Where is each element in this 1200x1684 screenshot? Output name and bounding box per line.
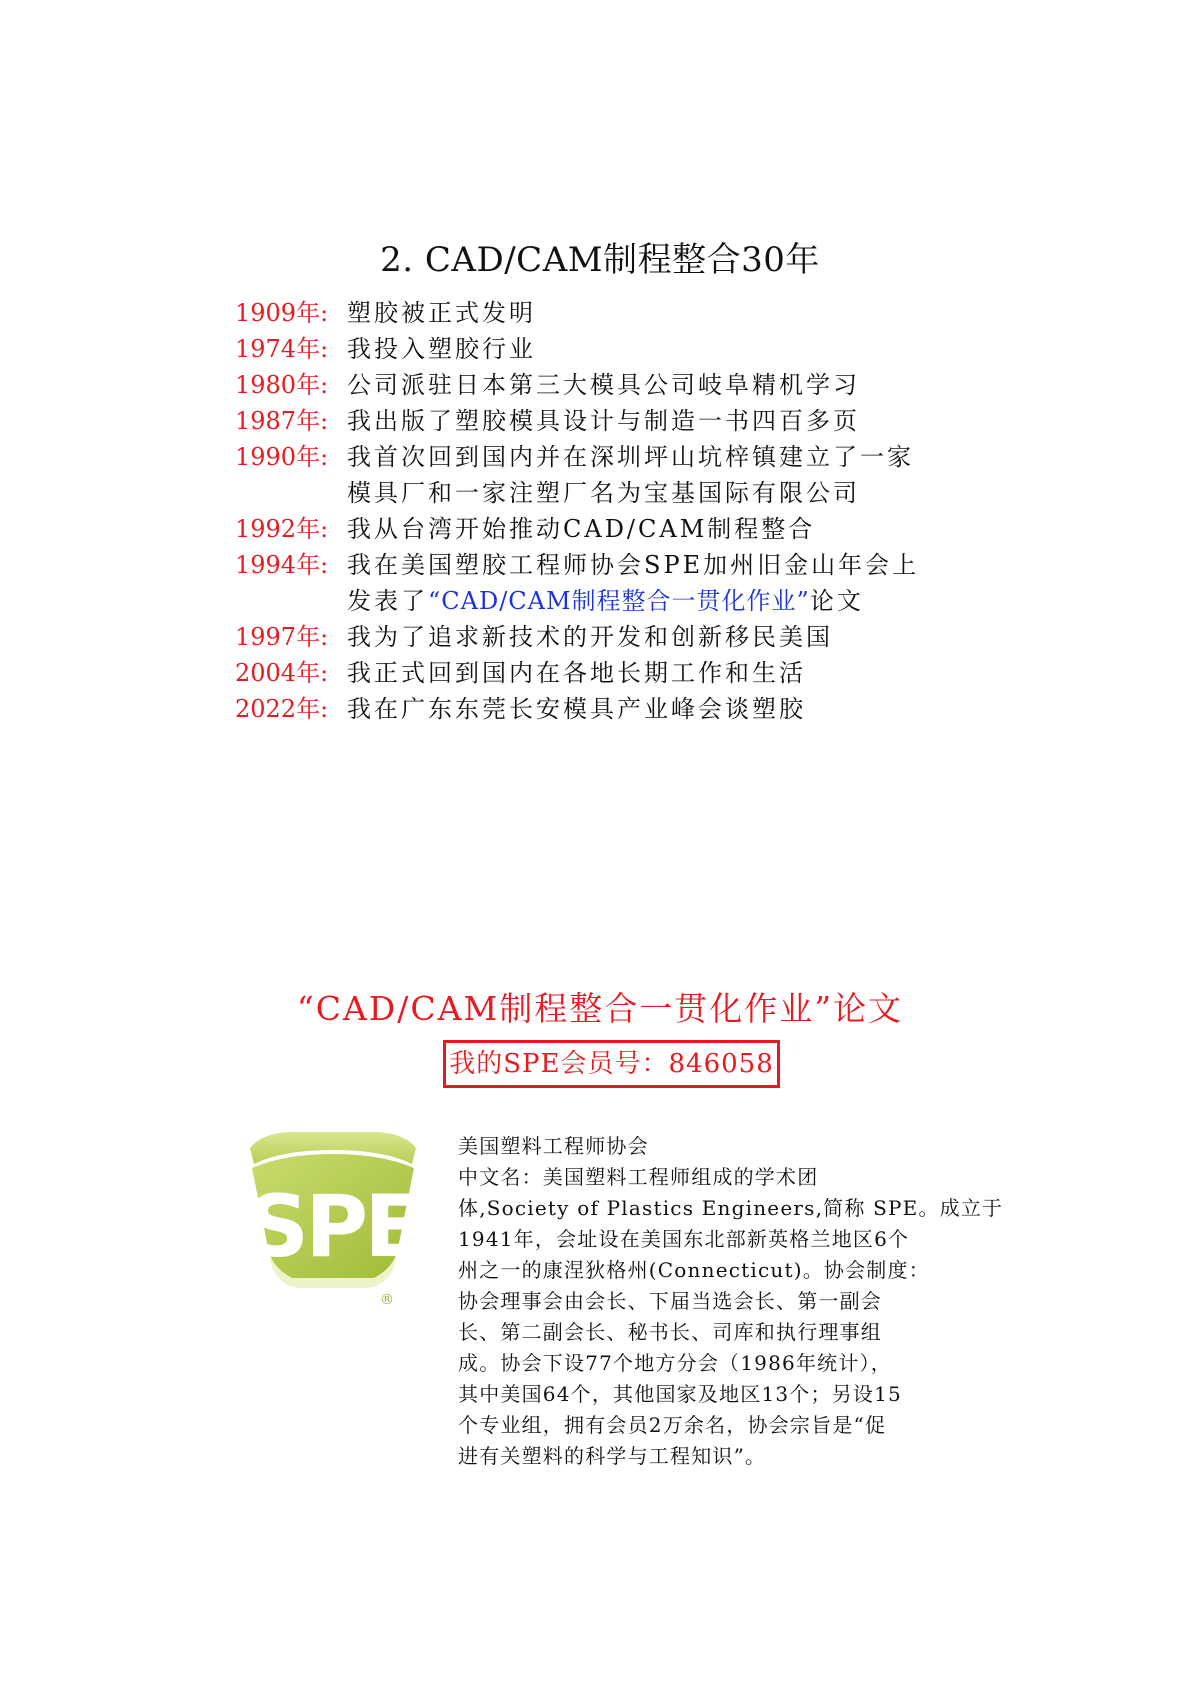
timeline [235, 295, 995, 727]
spe-logo-svg [244, 1128, 422, 1310]
timeline-item [235, 547, 995, 619]
timeline-text [347, 367, 995, 403]
timeline-item [235, 691, 995, 727]
spe-description [458, 1131, 1004, 1472]
description-line: 州之一的康涅狄格州(Connecticut)。协会制度： [458, 1258, 930, 1282]
timeline-year: 1994年: [235, 551, 329, 579]
timeline-line [347, 583, 995, 619]
timeline-text [347, 331, 995, 367]
timeline-line: 模具厂和一家注塑厂名为宝基国际有限公司 [347, 479, 860, 507]
timeline-year: 1974年: [235, 335, 329, 363]
timeline-text [347, 403, 995, 439]
timeline-line: 塑胶被正式发明 [347, 299, 536, 327]
timeline-text [347, 655, 995, 691]
timeline-line: 我投入塑胶行业 [347, 335, 536, 363]
description-line: 中文名：美国塑料工程师组成的学术团 [458, 1165, 819, 1189]
description-line: 1941年，会址设在美国东北部新英格兰地区6个 [458, 1227, 910, 1251]
description-line: 协会理事会由会长、下届当选会长、第一副会 [458, 1289, 882, 1313]
timeline-item [235, 295, 995, 331]
timeline-item [235, 331, 995, 367]
timeline-item [235, 403, 995, 439]
timeline-year: 1980年: [235, 371, 329, 399]
timeline-year: 2022年: [235, 695, 329, 723]
description-line: 体,Society of Plastics Engineers,简称 SPE。成立于 [458, 1196, 1004, 1220]
timeline-year: 1997年: [235, 623, 329, 651]
paper-title-highlight: “CAD/CAM制程整合一贯化作业” [428, 587, 810, 615]
timeline-line: 我首次回到国内并在深圳坪山坑梓镇建立了一家 [347, 443, 914, 471]
timeline-text [347, 511, 995, 547]
timeline-year: 1909年: [235, 299, 329, 327]
timeline-item [235, 655, 995, 691]
description-line: 成。协会下设77个地方分会（1986年统计）， [458, 1351, 892, 1375]
description-line: 个专业组，拥有会员2万余名，协会宗旨是“促 [458, 1413, 887, 1437]
timeline-year: 1990年: [235, 443, 329, 471]
timeline-line: 我在美国塑胶工程师协会SPE加州旧金山年会上 [347, 551, 920, 579]
timeline-item [235, 511, 995, 547]
timeline-year: 2004年: [235, 659, 329, 687]
timeline-line: 我出版了塑胶模具设计与制造一书四百多页 [347, 407, 860, 435]
description-line: 进有关塑料的科学与工程知识”。 [458, 1444, 767, 1468]
description-line: 其中美国64个，其他国家及地区13个；另设15 [458, 1382, 902, 1406]
timeline-text [347, 547, 995, 619]
timeline-item [235, 439, 995, 511]
timeline-year: 1987年: [235, 407, 329, 435]
timeline-suffix: 论文 [809, 587, 864, 615]
timeline-line: 我在广东东莞长安模具产业峰会谈塑胶 [347, 695, 806, 723]
timeline-line: 我正式回到国内在各地长期工作和生活 [347, 659, 806, 687]
timeline-prefix: 发表了 [347, 587, 428, 615]
timeline-item [235, 619, 995, 655]
description-line: 长、第二副会长、秘书长、司库和执行理事组 [458, 1320, 882, 1344]
spe-logo-icon [244, 1128, 422, 1310]
timeline-line: 公司派驻日本第三大模具公司岐阜精机学习 [347, 371, 860, 399]
timeline-text [347, 619, 995, 655]
member-number-box: 我的SPE会员号：846058 [443, 1040, 780, 1088]
page-title: 2. CAD/CAM制程整合30年 [380, 240, 820, 280]
timeline-text [347, 691, 995, 727]
timeline-text [347, 439, 995, 511]
timeline-line: 我为了追求新技术的开发和创新移民美国 [347, 623, 833, 651]
timeline-item [235, 367, 995, 403]
registered-mark: ® [380, 1292, 394, 1308]
timeline-text [347, 295, 995, 331]
logo-text: SPE [247, 1177, 419, 1277]
paper-title: “CAD/CAM制程整合一贯化作业”论文 [296, 989, 904, 1028]
description-line: 美国塑料工程师协会 [458, 1134, 649, 1158]
timeline-year: 1992年: [235, 515, 329, 543]
timeline-line: 我从台湾开始推动CAD/CAM制程整合 [347, 515, 816, 543]
